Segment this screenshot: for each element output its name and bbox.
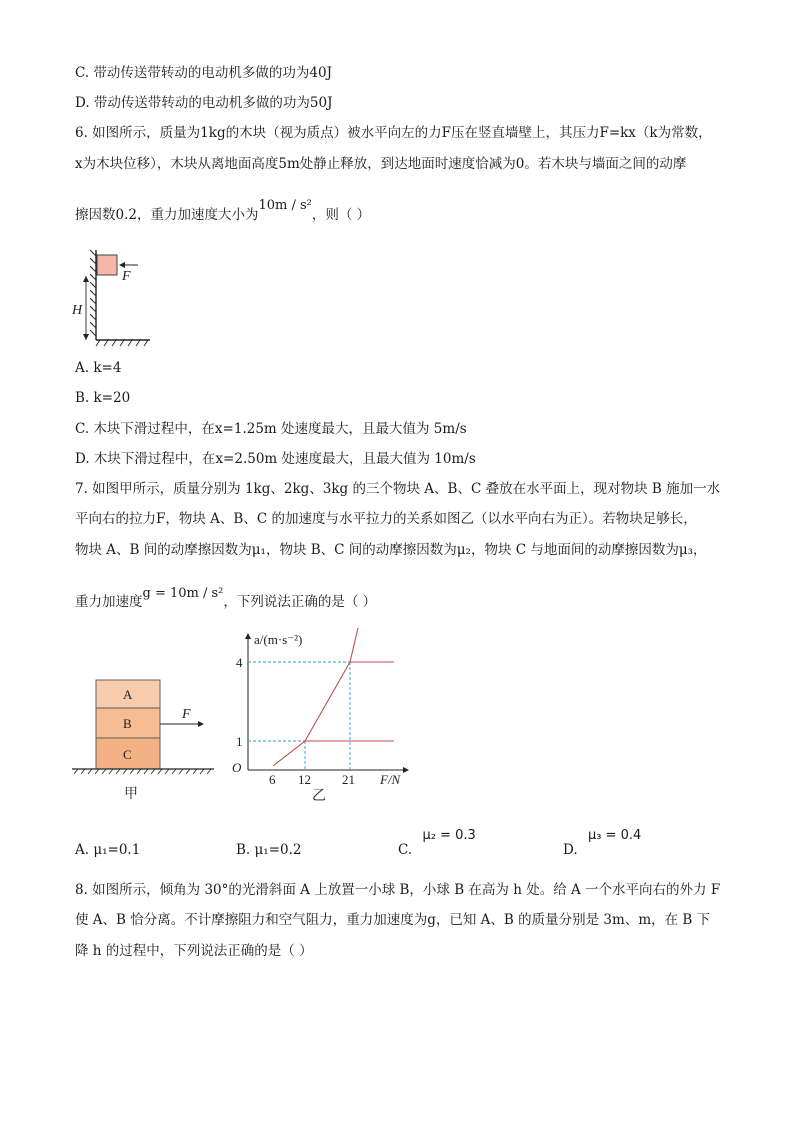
- q8-stem-line3: 降 h 的过程中，下列说法正确的是（ ）: [75, 943, 313, 959]
- q6-option-d: D. 木块下滑过程中，在x=2.50m 处速度最大，且最大值为 10m/s: [75, 451, 476, 467]
- q7-figure-yi: [228, 620, 418, 810]
- q7-fig-yi-xtick-21: 21: [342, 772, 355, 787]
- q7-fig-yi-ylabel: a/(m·s⁻²): [254, 632, 303, 647]
- q7-stem-line4-tail: ，下列说法正确的是（ ）: [223, 594, 377, 610]
- q7-stem-line1: 7. 如图甲所示，质量分别为 1kg、2kg、3kg 的三个物块 A、B、C 叠放在水平面上，现对物块 B 施加一水: [75, 481, 721, 497]
- q5-option-d: D. 带动传送带转动的电动机多做的功为50J: [75, 95, 333, 111]
- q7-option-c-formula: μ₂ = 0.3: [422, 828, 476, 843]
- q6-stem-line3-tail: ，则（ ）: [311, 207, 371, 223]
- q6-option-c: C. 木块下滑过程中，在x=1.25m 处速度最大，且最大值为 5m/s: [75, 421, 467, 437]
- q7-fig-yi-xtick-12: 12: [298, 772, 311, 787]
- q6-stem-line1: 6. 如图所示，质量为1kg的木块（视为质点）被水平向左的力F压在竖直墙壁上，其压力F=kx（k为常数，: [75, 125, 712, 141]
- q6-fig-label-h: H: [72, 303, 83, 318]
- q6-stem-line3-text: 擦因数0.2，重力加速度大小为: [75, 207, 259, 223]
- q6-fig-label-f: F: [122, 269, 131, 284]
- q7-figure-jia: [70, 670, 220, 804]
- q7-fig-yi-ytick-1: 1: [236, 734, 243, 749]
- curve-b: [273, 628, 358, 766]
- wooden-block: [97, 255, 117, 275]
- q7-fig-label-f: F: [182, 707, 191, 722]
- q7-fig-jia-caption: 甲: [124, 787, 138, 802]
- q7-option-d-letter: D.: [563, 842, 578, 858]
- q7-option-b: B. μ₁=0.2: [236, 842, 302, 858]
- q6-stem-line2: x为木块位移），木块从离地面高度5m处静止释放，到达地面时速度恰减为0。若木块与墙面之间的动摩: [75, 156, 687, 172]
- q7-stem-line3: 物块 A、B 间的动摩擦因数为μ₁，物块 B、C 间的动摩擦因数为μ₂，物块 C 与地面间的动摩擦因数为μ₃，: [75, 542, 707, 558]
- q6-option-a: A. k=4: [75, 360, 122, 376]
- q7-option-a: A. μ₁=0.1: [75, 842, 141, 858]
- block-c-label: C: [123, 747, 132, 762]
- q7-option-c-letter: C.: [398, 842, 413, 858]
- q8-stem-line2: 使 A、B 恰分离。不计摩擦阻力和空气阻力，重力加速度为g，已知 A、B 的质量分别是 3m、m，在 B 下: [75, 912, 711, 928]
- block-b-label: B: [123, 716, 132, 731]
- q8-stem-line1: 8. 如图所示，倾角为 30°的光滑斜面 A 上放置一小球 B，小球 B 在高为 h 处。给 A 一个水平向右的外力 F: [75, 882, 721, 898]
- q7-fig-yi-caption: 乙: [312, 789, 326, 804]
- q6-stem-line3: [75, 198, 371, 225]
- q7-option-c: [398, 827, 476, 858]
- q7-option-d: [563, 827, 642, 858]
- q7-stem-line2: 平向右的拉力F，物块 A、B、C 的加速度与水平拉力的关系如图乙（以水平向右为正）。若物块足够长，: [75, 511, 697, 527]
- q7-formula: g = 10m / s²: [142, 586, 224, 601]
- q7-stem-line4-text: 重力加速度: [75, 594, 143, 610]
- q7-option-d-formula: μ₃ = 0.4: [587, 828, 642, 843]
- q7-fig-yi-ytick-4: 4: [236, 655, 243, 670]
- q7-fig-yi-xtick-6: 6: [269, 772, 276, 787]
- q6-wall-figure: [66, 246, 158, 350]
- q7-fig-yi-origin: O: [232, 760, 242, 775]
- q7-fig-yi-xlabel: F/N: [380, 772, 401, 787]
- q7-stem-line4: [75, 586, 377, 612]
- q6-formula: 10m / s²: [258, 198, 312, 213]
- q6-option-b: B. k=20: [75, 390, 131, 406]
- q5-option-c: C. 带动传送带转动的电动机多做的功为40J: [75, 65, 333, 81]
- block-a-label: A: [123, 687, 133, 702]
